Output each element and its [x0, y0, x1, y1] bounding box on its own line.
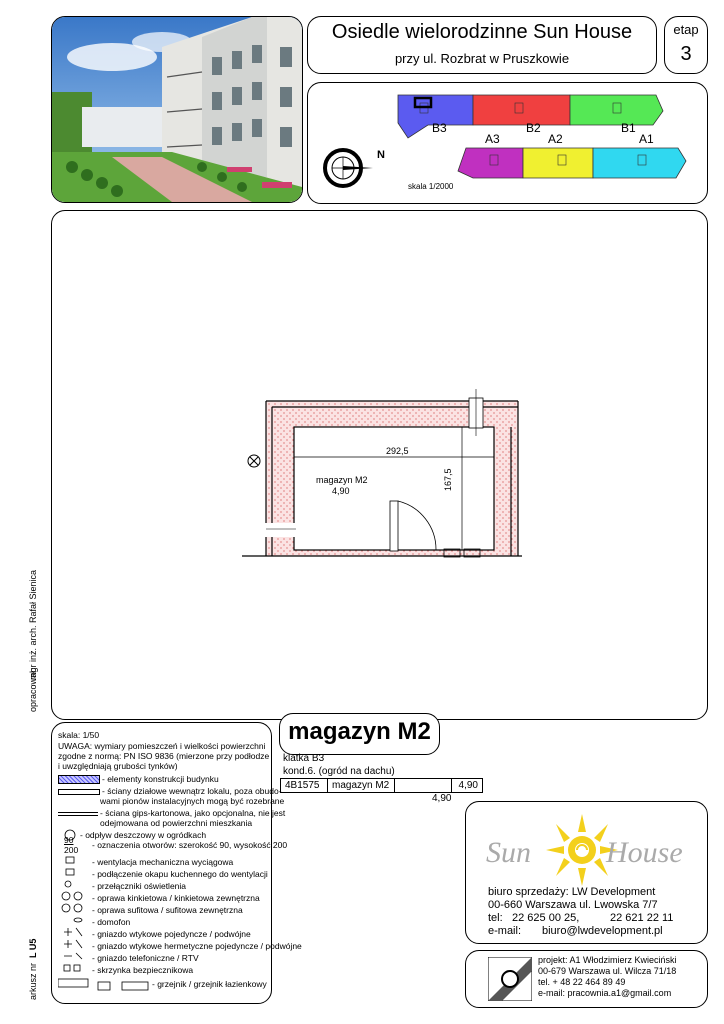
sales-tel2: 22 621 22 11: [610, 912, 674, 924]
logo-house-text: House: [606, 836, 683, 869]
sales-panel: [465, 801, 708, 944]
opening-width: 90: [64, 835, 74, 845]
floor-plan-panel: [51, 210, 708, 720]
legend-note-1: UWAGA: wymiary pomieszczeń i wielkości powierzchni: [58, 741, 266, 751]
label-B2: B2: [526, 121, 541, 135]
design-panel: [465, 950, 708, 1008]
intercom-icon: [74, 918, 82, 922]
ceiling-lamp-icon: [62, 904, 70, 912]
sales-tel-label: tel:: [488, 912, 503, 924]
stairwell: klatka B3: [283, 753, 325, 764]
ventilation-icon: [66, 857, 74, 863]
title-panel: [307, 16, 657, 74]
legend-item: - elementy konstrukcji budynku: [102, 774, 219, 784]
unit-total-area: 4,90: [432, 793, 452, 804]
partition-wall-icon: [58, 789, 100, 795]
design-email[interactable]: e-mail: pracownia.a1@gmail.com: [538, 988, 672, 998]
rain-drain-icon: [65, 830, 75, 840]
north-arrow-icon: [325, 150, 373, 186]
legend-item: - przełączniki oświetlenia: [92, 881, 187, 891]
legend-item: - gniazdo wtykowe hermetyczne pojedyncze / podwójne: [92, 941, 302, 951]
fuse-box-icon: [64, 965, 70, 971]
legend-item: - wentylacja mechaniczna wyciągowa: [92, 857, 234, 867]
sun-house-logo: [476, 812, 696, 887]
sales-email-label: e-mail:: [488, 925, 522, 937]
design-tel: tel. + 48 22 464 89 49: [538, 977, 626, 987]
legend-panel: [51, 722, 302, 1004]
building-B2: [473, 95, 570, 125]
legend-item: - gniazdo telefoniczne / RTV: [92, 953, 199, 963]
building-A1: [593, 148, 686, 178]
structure-hatch-icon: [58, 775, 100, 784]
design-address: 00-679 Warszawa ul. Wilcza 71/18: [538, 966, 677, 976]
sales-office: biuro sprzedaży: LW Development: [488, 886, 656, 898]
legend-item: - grzejnik / grzejnik łazienkowy: [152, 979, 267, 989]
legend-item: - ściany działowe wewnątrz lokalu, poza obudo-: [102, 786, 282, 796]
room-name: magazyn M2: [316, 475, 368, 485]
legend-item: wami pionów instalacyjnych mogą być rozebrane: [100, 796, 285, 806]
label-A1: A1: [639, 132, 654, 146]
floor-level: kond.6. (ogród na dachu): [283, 766, 395, 777]
opening-height: 200: [64, 845, 79, 855]
sales-tel1: 22 625 00 25,: [512, 912, 580, 924]
legend-item: - domofon: [92, 917, 131, 927]
table-row: [281, 779, 483, 793]
dimension-width: 292,5: [386, 446, 409, 456]
design-project: projekt: A1 Włodzimierz Kwieciński: [538, 955, 677, 965]
a1-logo-icon: [488, 957, 532, 1001]
dimension-height: 167,5: [443, 468, 453, 491]
unit-title: magazyn M2: [288, 718, 431, 745]
hood-connection-icon: [66, 869, 74, 875]
light-switch-icon: [65, 881, 71, 887]
legend-item: - oprawa sufitowa / sufitowa zewnętrzna: [92, 905, 243, 915]
room-area: 4,90: [332, 486, 350, 496]
legend-item: - odpływ deszczowy w ogródkach: [80, 830, 207, 840]
project-subtitle: przy ul. Rozbrat w Pruszkowie: [394, 51, 570, 66]
legend-item: - skrzynka bezpiecznikowa: [92, 965, 194, 975]
domofon-icon: [248, 455, 260, 467]
etap-panel: [664, 16, 708, 74]
prepared-name: mgr inż. arch. Rafał Sienica: [28, 569, 38, 680]
sales-address: 00-660 Warszawa ul. Lwowska 7/7: [488, 899, 658, 911]
legend-note-2: zgodne z normą: PN ISO 9836 (mierzone przy podłodze: [58, 751, 270, 761]
label-A2: A2: [548, 132, 563, 146]
sheet-value: L U5: [28, 938, 38, 958]
wall-lamp-icon: [62, 892, 70, 900]
label-A3: A3: [485, 132, 500, 146]
unit-room: magazyn M2: [328, 779, 395, 793]
sheet-label: arkusz nr: [28, 962, 38, 1000]
drywall-icon: [58, 812, 98, 816]
etap-number: 3: [680, 43, 692, 65]
legend-item: - ściana gips-kartonowa, jako opcjonalna, nie jest: [100, 808, 286, 818]
label-B1: B1: [621, 121, 636, 135]
socket-icon: [64, 928, 82, 936]
legend-item: odejmowana od powierzchni mieszkania: [100, 818, 253, 828]
prepared-label: opracował:: [28, 668, 38, 712]
bathroom-radiator-icon: [98, 982, 148, 990]
legend-scale: skala: 1/50: [58, 730, 100, 740]
legend-item: - podłączenie okapu kuchennego do wentylacji: [92, 869, 268, 879]
building-B1: [570, 95, 663, 125]
etap-label: etap: [673, 22, 699, 37]
building-photo: [51, 16, 303, 203]
key-plan-panel: [307, 82, 708, 204]
north-label: N: [377, 149, 385, 161]
building-A3: [458, 148, 523, 178]
radiator-icon: [58, 979, 88, 987]
unit-table: [280, 778, 483, 793]
legend-item: - oprawa kinkietowa / kinkietowa zewnętrzna: [92, 893, 260, 903]
key-plan-scale: skala 1/2000: [408, 182, 454, 191]
logo-sun-text: Sun: [486, 836, 531, 869]
legend-item: - oznaczenia otworów: szerokość 90, wysokość 200: [92, 840, 288, 850]
legend-item: - gniazdo wtykowe pojedyncze / podwójne: [92, 929, 251, 939]
unit-title-panel: [279, 713, 440, 755]
unit-room-area: 4,90: [452, 779, 483, 793]
phone-socket-icon: [64, 953, 82, 959]
legend-note-3: i uwzględniają grubości tynków): [58, 761, 178, 771]
label-B3: B3: [432, 121, 447, 135]
hermetic-socket-icon: [64, 940, 82, 948]
project-title: Osiedle wielorodzinne Sun House: [331, 21, 633, 43]
sales-email[interactable]: biuro@lwdevelopment.pl: [542, 925, 663, 937]
unit-code: 4B1575: [281, 779, 328, 793]
